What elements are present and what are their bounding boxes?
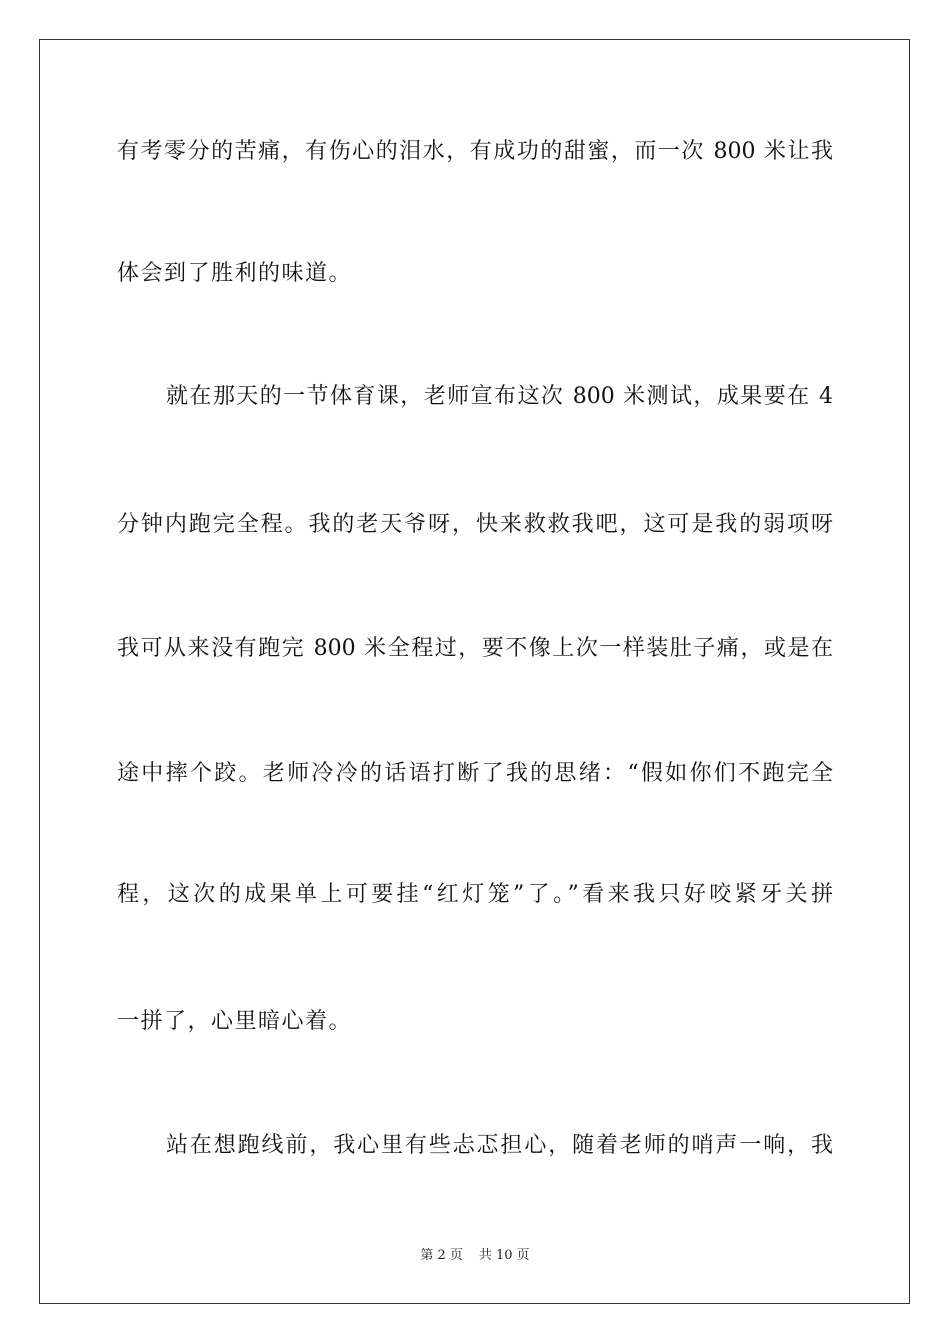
text-line-9: 站在想跑线前，我心里有些忐忑担心，随着老师的哨声一响，我 (166, 1133, 833, 1158)
text-line-4: 分钟内跑完全程。我的老天爷呀，快来救救我吧，这可是我的弱项呀 (117, 512, 833, 537)
text-line-1: 有考零分的苦痛，有伤心的泪水，有成功的甜蜜，而一次 800 米让我 (117, 139, 833, 164)
text-line-2: 体会到了胜利的味道。 (117, 261, 353, 286)
text-line-6: 途中摔个跤。老师冷冷的话语打断了我的思绪：“假如你们不跑完全 (117, 761, 833, 786)
text-line-8: 一拼了，心里暗心着。 (117, 1009, 353, 1034)
page-border (39, 39, 910, 1304)
page-footer (0, 1248, 950, 1264)
text-line-5: 我可从来没有跑完 800 米全程过，要不像上次一样装肚子痛，或是在 (117, 636, 833, 661)
page-number: 第 2 页 (420, 1248, 463, 1263)
page-total: 共 10 页 (478, 1248, 530, 1263)
text-line-3: 就在那天的一节体育课，老师宣布这次 800 米测试，成果要在 4 (166, 384, 833, 409)
text-line-7: 程，这次的成果单上可要挂“红灯笼”了。”看来我只好咬紧牙关拼 (117, 882, 833, 907)
